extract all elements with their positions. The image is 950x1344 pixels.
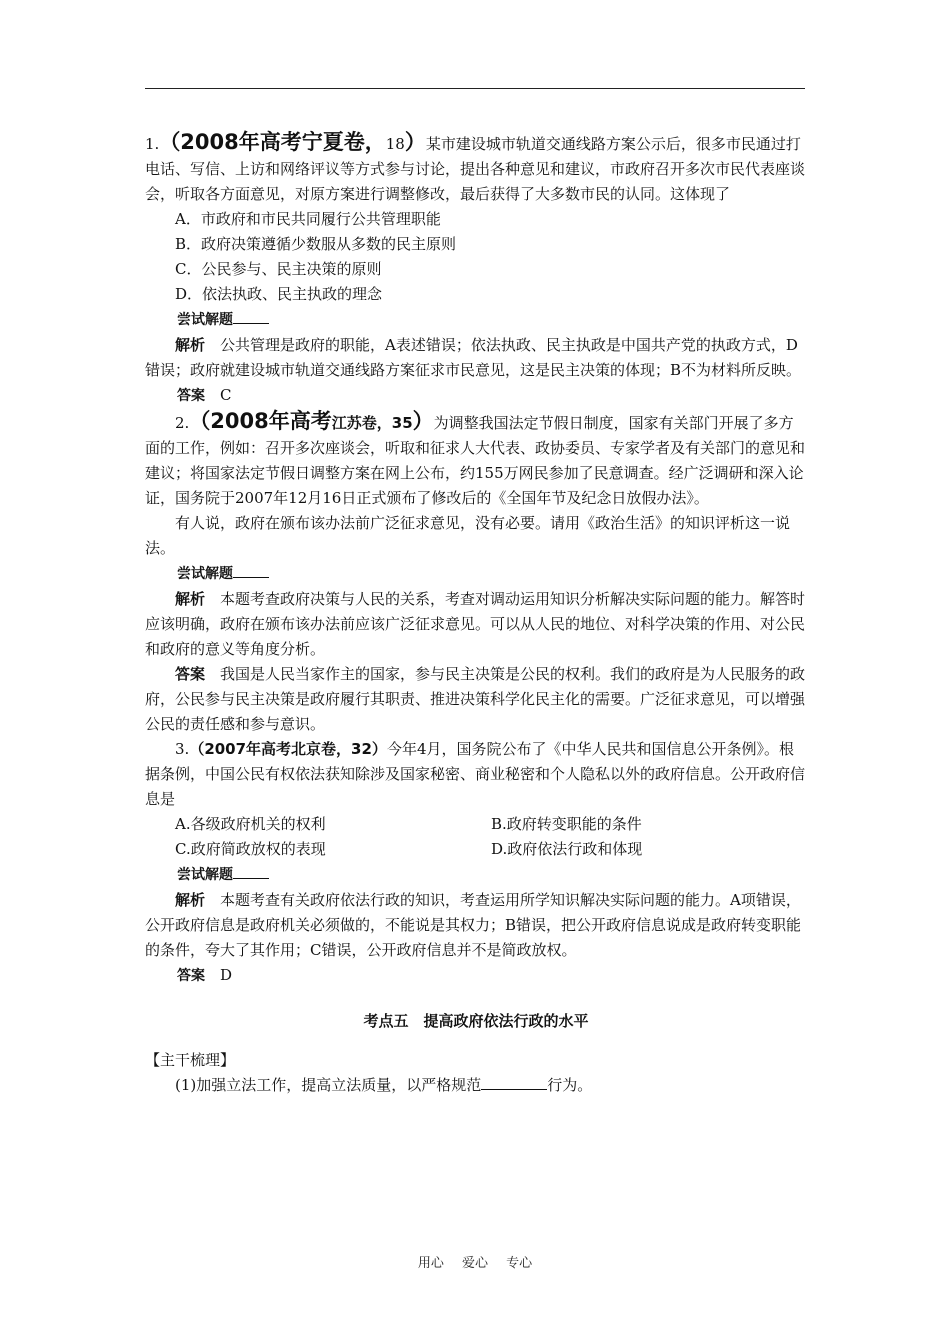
q3-option-d: D.政府依法行政和体现 <box>491 840 643 858</box>
section-item-1-after: 行为。 <box>547 1076 593 1094</box>
analysis-label: 解析 <box>175 590 206 608</box>
q3-answer <box>145 963 807 989</box>
answer-label: 答案 <box>177 968 205 984</box>
q3-analysis-text: 本题考查有关政府依法行政的知识，考查运用所学知识解决实际问题的能力。A项错误，公开政府信息是政府机关必须做的，不能说是其权力；B错误，把公开政府信息说成是政府转变职能的条件，夸大了其作用；C错误，公开政府信息并不是简政放权。 <box>145 891 802 959</box>
q2-stem-text: 为调整我国法定节假日制度，国家有关部门开展了多方面的工作，例如：召开多次座谈会，听取和征求人大代表、政协委员、专家学者及有关部门的意见和建议；将国家法定节假日调整方案在网上公布，约155万网民参加了民意调查。经广泛调研和深入论证，国务院于2007年12月16日正式颁布了修改后的《全国年节及纪念日放假办法》。 <box>145 414 806 507</box>
document-body <box>145 128 807 1098</box>
q2-source: （2008年高考 <box>189 409 332 433</box>
q2-try <box>145 561 807 587</box>
q2-analysis-text: 本题考查政府决策与人民的关系，考查对调动运用知识分析解决实际问题的能力。解答时应该明确，政府在颁布该办法前应该广泛征求意见。可以从人民的地位、对科学决策的作用、对公民和政府的意义等角度分析。 <box>145 590 806 658</box>
q3-number: 3. <box>175 740 190 758</box>
section-sub-label: 【主干梳理】 <box>145 1051 236 1069</box>
q2-answer-text: 我国是人民当家作主的国家，参与民主决策是公民的权利。我们的政府是为人民服务的政府，公民参与民主决策是政府履行其职责、推进决策科学化民主化的需要。广泛征求意见，可以增强公民的责任感和参与意识。 <box>145 665 806 733</box>
page-footer: 用心 爱心 专心 <box>417 1256 533 1271</box>
q3-source: （2007年高考北京卷，32） <box>189 740 387 758</box>
q1-option-c: C．公民参与、民主决策的原则 <box>175 260 382 278</box>
answer-label: 答案 <box>177 388 205 404</box>
q3-option-c: C.政府简政放权的表现 <box>175 840 326 858</box>
q1-option-b: B．政府决策遵循少数服从多数的民主原则 <box>175 235 457 253</box>
q2-stem <box>145 409 807 511</box>
q3-try <box>145 862 807 888</box>
fill-blank <box>481 1075 547 1090</box>
q1-analysis <box>145 333 807 383</box>
q2-source-close: ） <box>412 409 434 433</box>
q3-stem <box>145 737 807 812</box>
try-label: 尝试解题 <box>177 312 233 328</box>
q3-stem-text: 今年4月，国务院公布了《中华人民共和国信息公开条例》。根据条例，中国公民有权依法获知除涉及国家秘密、商业秘密和个人隐私以外的政府信息。公开政府信息是 <box>145 740 806 808</box>
q1-stem <box>145 130 807 207</box>
q1-source-num: 18 <box>385 135 405 153</box>
q3-options-row-1 <box>145 812 807 837</box>
q2-question: 有人说，政府在颁布该办法前广泛征求意见，没有必要。请用《政治生活》的知识评析这一说法。 <box>145 514 791 557</box>
q1-number: 1. <box>145 135 160 153</box>
q3-option-a: A.各级政府机关的权利 <box>175 815 326 833</box>
section-item-1-before: (1)加强立法工作，提高立法质量，以严格规范 <box>175 1076 482 1094</box>
header-rule <box>145 88 805 89</box>
q1-analysis-text: 公共管理是政府的职能，A表述错误；依法执政、民主执政是中国共产党的执政方式，D错误；政府就建设城市轨道交通线路方案征求市民意见，这是民主决策的体现；B不为材料所反映。 <box>145 336 802 379</box>
try-label: 尝试解题 <box>177 566 233 582</box>
section-item-1 <box>145 1073 807 1098</box>
q1-source: （2008年高考宁夏卷， <box>159 130 386 154</box>
q1-option-d: D．依法执政、民主执政的理念 <box>175 285 383 303</box>
q2-answer <box>145 662 807 737</box>
answer-blank <box>233 563 269 578</box>
q2-analysis <box>145 587 807 662</box>
answer-label: 答案 <box>175 665 206 683</box>
q3-answer-value: D <box>220 966 233 984</box>
q1-option-a: A．市政府和市民共同履行公共管理职能 <box>175 210 441 228</box>
q1-stem-text: 某市建设城市轨道交通线路方案公示后，很多市民通过打电话、写信、上访和网络评议等方式参与讨论，提出各种意见和建议，市政府召开多次市民代表座谈会，听取各方面意见，对原方案进行调整修改，最后获得了大多数市民的认同。这体现了 <box>145 135 806 203</box>
q1-answer <box>145 383 807 409</box>
answer-blank <box>233 864 269 879</box>
section-heading: 考点五 提高政府依法行政的水平 <box>363 1012 589 1030</box>
analysis-label: 解析 <box>175 336 206 354</box>
q3-analysis <box>145 888 807 963</box>
q1-source-close: ） <box>404 130 426 154</box>
q3-option-b: B.政府转变职能的条件 <box>491 815 642 833</box>
analysis-label: 解析 <box>175 891 206 909</box>
q1-try <box>145 307 807 333</box>
try-label: 尝试解题 <box>177 867 233 883</box>
q2-source-small: 江苏卷，35 <box>331 414 413 432</box>
q3-options-row-2 <box>145 837 807 862</box>
q1-answer-value: C <box>220 386 232 404</box>
answer-blank <box>233 309 269 324</box>
q2-number: 2. <box>175 414 190 432</box>
